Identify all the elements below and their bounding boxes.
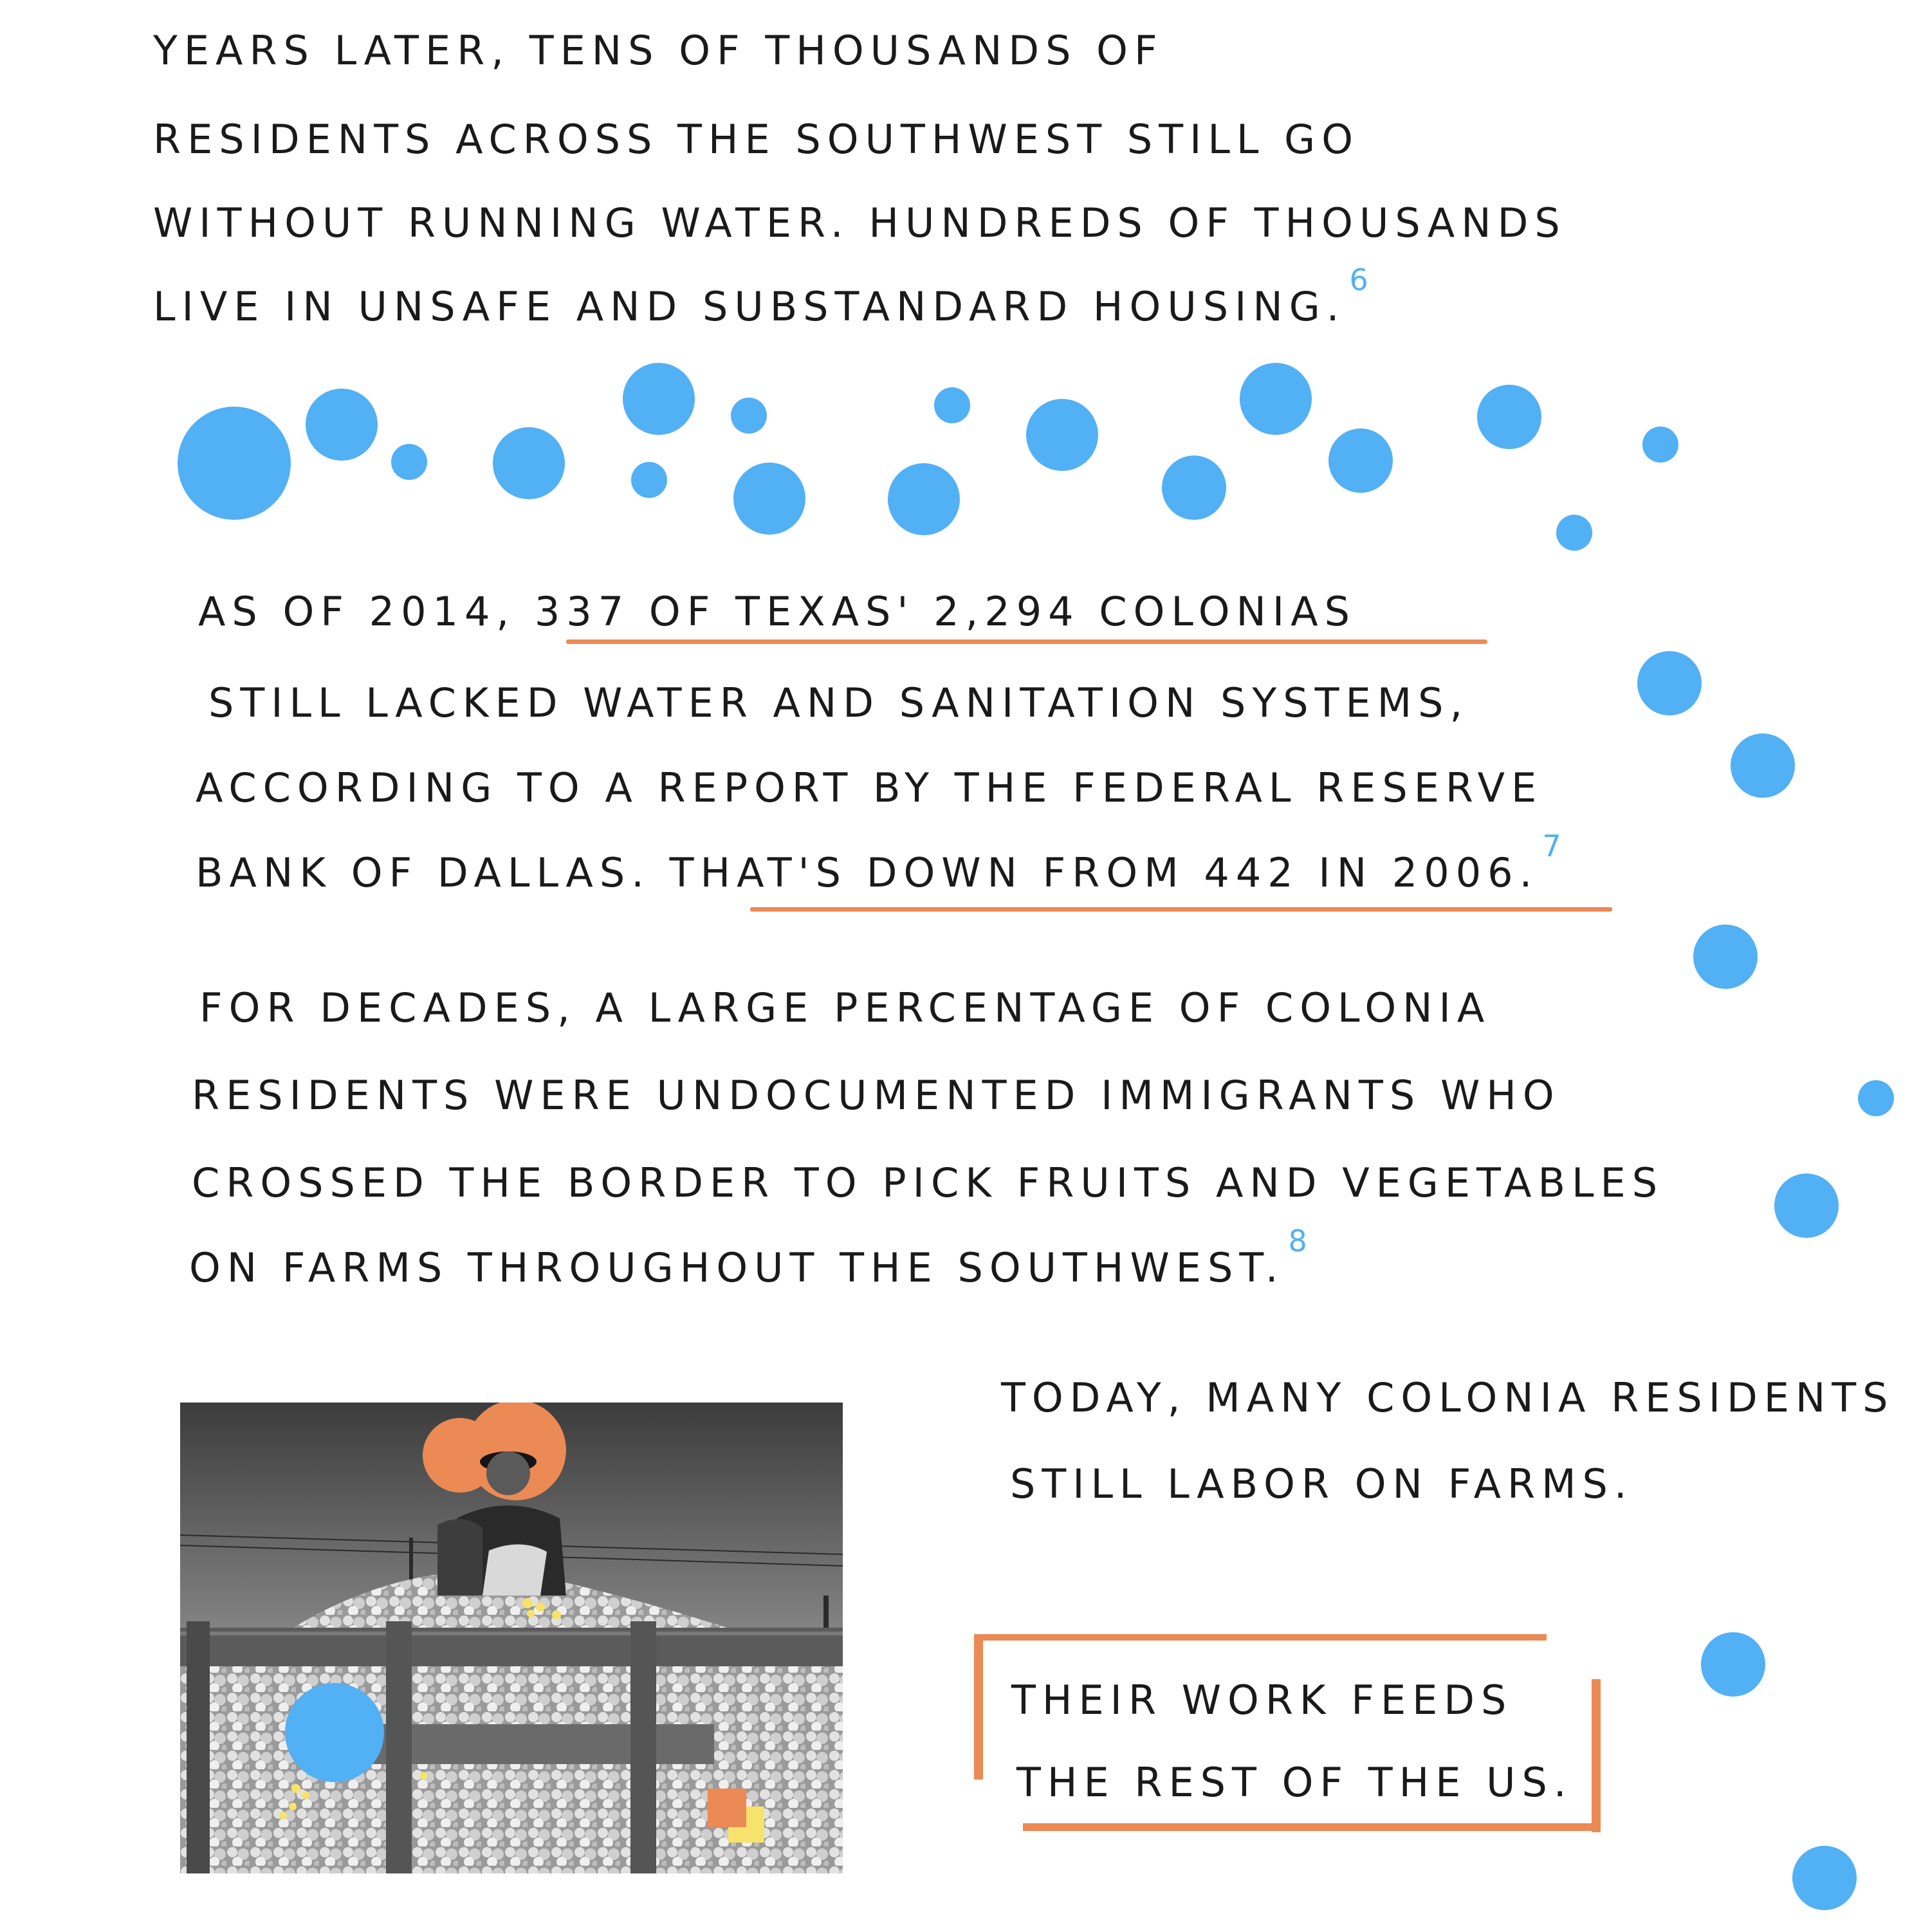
intro-line-2: RESIDENTS ACROSS THE SOUTHWEST STILL GO (153, 116, 1360, 163)
intro-line-3: WITHOUT RUNNING WATER. HUNDREDS OF THOUSANDS (153, 199, 1567, 246)
bubble-dot (731, 398, 767, 434)
bubble-dot (1328, 428, 1393, 493)
bubble-dot (1162, 455, 1226, 520)
bubble-dot (306, 389, 378, 461)
colonias-highlight-2: THAT'S DOWN FROM 442 IN 2006. (669, 849, 1539, 896)
bubble-dot (888, 463, 960, 535)
bubble-dot (1858, 1080, 1894, 1116)
intro-line-1: YEARS LATER, TENS OF THOUSANDS OF (153, 27, 1164, 74)
bubble-dot (1026, 399, 1098, 471)
bubble-dot (1774, 1173, 1839, 1238)
colonias-highlight-1: 337 OF TEXAS' 2,294 COLONIAS (534, 588, 1356, 635)
bubble-dot (1556, 515, 1592, 551)
bubble-dot (1731, 733, 1795, 798)
bubble-dot (1642, 427, 1678, 463)
colonias-line-1 (198, 588, 1356, 635)
bubble-dot (1792, 1846, 1857, 1910)
photo-illustration (180, 1403, 843, 1873)
footnote-6[interactable]: 6 (1349, 262, 1368, 297)
intro-line-4-text: LIVE IN UNSAFE AND SUBSTANDARD HOUSING. (153, 283, 1346, 330)
colonias-line-2: STILL LACKED WATER AND SANITATION SYSTEMS, (208, 679, 1469, 726)
bubble-dot (493, 427, 565, 499)
immigrants-line-1: FOR DECADES, A LARGE PERCENTAGE OF COLONIA (199, 984, 1491, 1031)
callout-frame-bottom (1023, 1823, 1601, 1831)
bubble-dot (631, 462, 667, 498)
highlight-underline-1 (566, 639, 1487, 644)
bubble-dot (391, 444, 427, 480)
colonias-line-4 (196, 829, 1561, 896)
footnote-8[interactable]: 8 (1288, 1224, 1307, 1258)
bubble-dot (623, 363, 695, 435)
bubble-dot (1477, 385, 1541, 449)
callout-frame-left (974, 1634, 983, 1780)
bubble-dot (1693, 925, 1758, 989)
immigrants-line-2: RESIDENTS WERE UNDOCUMENTED IMMIGRANTS WHO (192, 1072, 1561, 1119)
callout-line-2: THE REST OF THE US. (1016, 1759, 1573, 1806)
footnote-7[interactable]: 7 (1542, 829, 1561, 863)
farm-worker-photo (180, 1403, 843, 1873)
bubble-dot (1701, 1632, 1765, 1697)
highlight-underline-2 (750, 907, 1612, 912)
bubble-dot (1240, 363, 1312, 435)
callout-frame-right (1592, 1679, 1601, 1832)
immigrants-line-4 (189, 1224, 1307, 1291)
colonias-line-1-prefix: AS OF 2014, (198, 588, 516, 635)
bubble-dot (733, 463, 805, 535)
colonias-line-4-prefix: BANK OF DALLAS. (196, 849, 650, 896)
callout-frame-top (974, 1634, 1547, 1641)
today-line-1: TODAY, MANY COLONIA RESIDENTS (1001, 1374, 1895, 1421)
immigrants-line-3: CROSSED THE BORDER TO PICK FRUITS AND VEGETABLES (192, 1159, 1664, 1206)
callout-line-1: THEIR WORK FEEDS (1011, 1677, 1513, 1724)
today-line-2: STILL LABOR ON FARMS. (1010, 1460, 1633, 1507)
bubble-dot (1637, 651, 1702, 715)
bubble-dot (934, 387, 970, 423)
bubble-dot (178, 407, 291, 520)
colonias-line-3: ACCORDING TO A REPORT BY THE FEDERAL RESERVE (196, 764, 1543, 811)
immigrants-line-4-text: ON FARMS THROUGHOUT THE SOUTHWEST. (189, 1244, 1285, 1291)
